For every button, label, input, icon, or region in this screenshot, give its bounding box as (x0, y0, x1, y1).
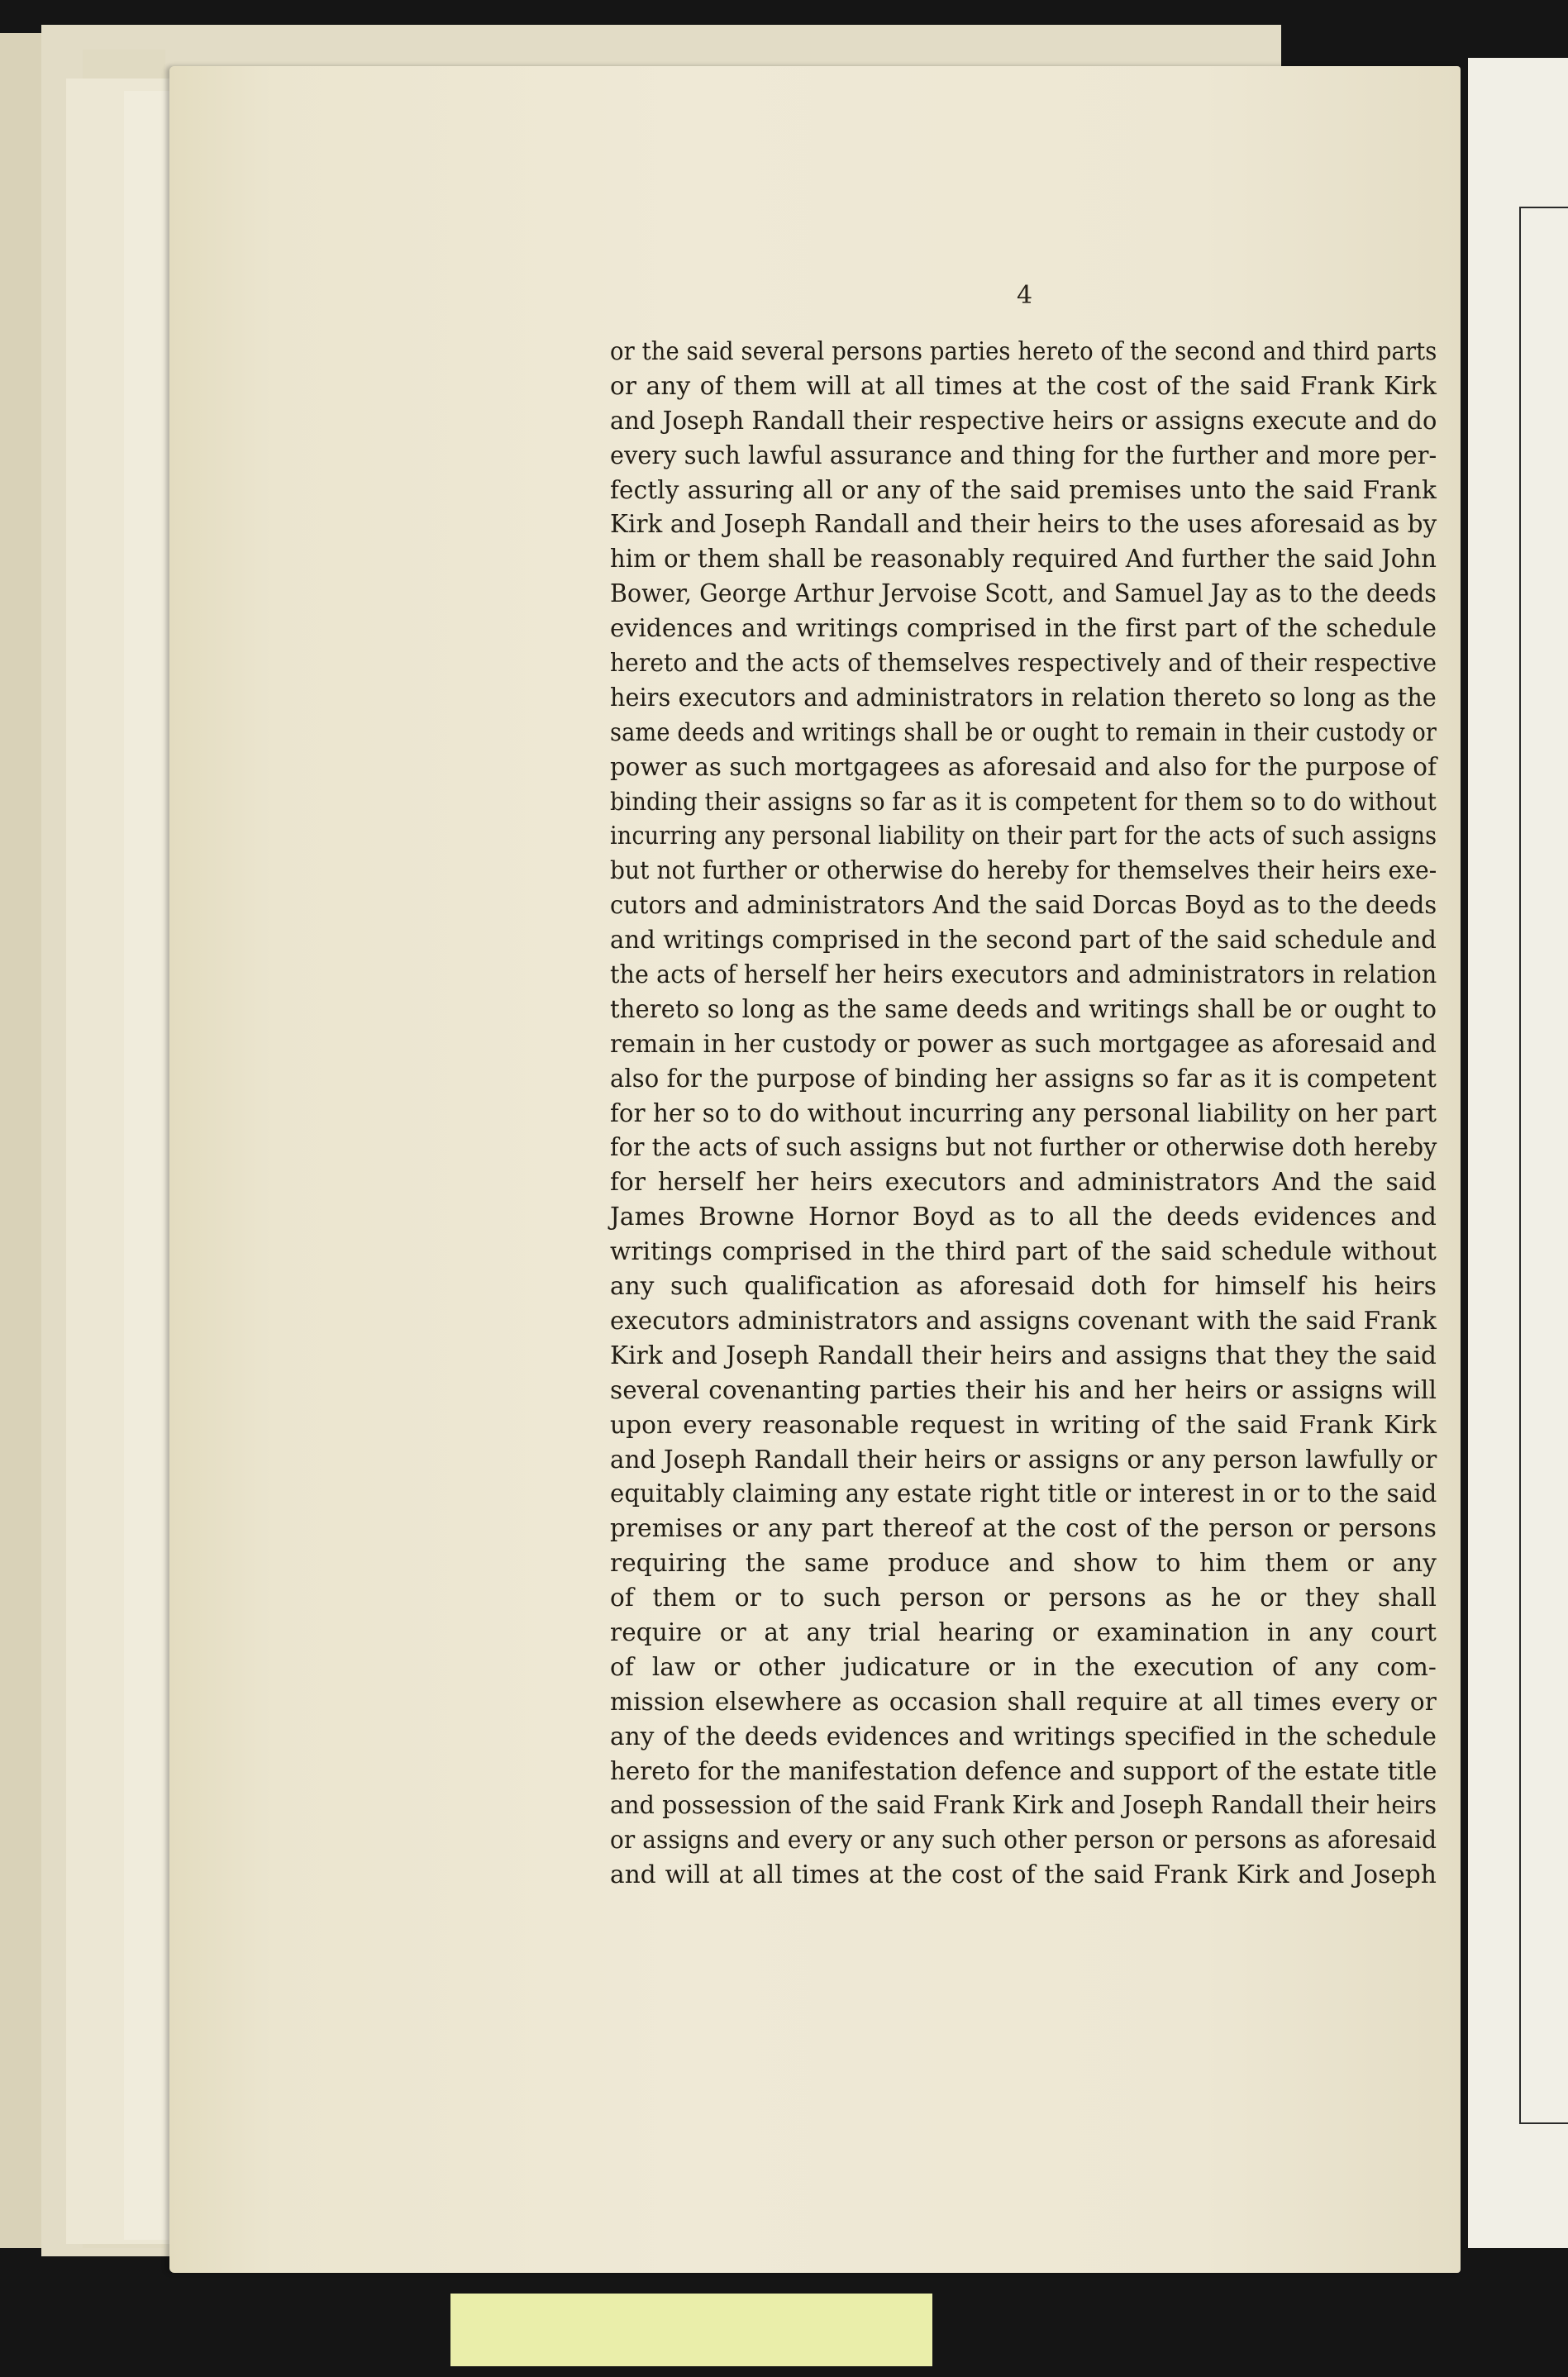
text-line: incurring any personal liability on their part for the acts of such assigns (610, 822, 1437, 850)
text-line: several covenanting parties their his and her heirs or assigns will (610, 1375, 1437, 1404)
document-body (610, 335, 1437, 1893)
text-line: hereto for the manifestation defence and support of the estate title (610, 1756, 1437, 1785)
text-line: equitably claiming any estate right title or interest in or to the said (610, 1479, 1437, 1508)
text-line: power as such mortgagees as aforesaid and also for the purpose of (610, 752, 1437, 781)
archive-tab (450, 2294, 932, 2366)
text-line: him or them shall be reasonably required And further the said John (610, 545, 1437, 574)
text-line: every such lawful assurance and thing for the further and more per- (610, 441, 1437, 469)
text-line: and possession of the said Frank Kirk and Joseph Randall their heirs (610, 1791, 1437, 1820)
text-line: heirs executors and administrators in relation thereto so long as the (610, 683, 1437, 712)
text-line: for her so to do without incurring any personal liability on her part (610, 1098, 1437, 1127)
text-line: require or at any trial hearing or examination in any court (610, 1617, 1437, 1646)
text-line: cutors and administrators And the said Dorcas Boyd as to the deeds (610, 891, 1437, 920)
adjacent-sheet-border (1519, 207, 1568, 2124)
text-line: fectly assuring all or any of the said premises unto the said Frank (610, 475, 1437, 504)
text-line: and Joseph Randall their respective heirs or assigns execute and do (610, 406, 1437, 435)
text-line: and will at all times at the cost of the said Frank Kirk and Joseph (610, 1860, 1437, 1889)
text-line: premises or any part thereof at the cost of the person or persons (610, 1514, 1437, 1543)
text-line: and Joseph Randall their heirs or assigns or any person lawfully or (610, 1445, 1437, 1474)
text-line: evidences and writings comprised in the first part of the schedule (610, 614, 1437, 643)
text-line: the acts of herself her heirs executors and administrators in relation (610, 960, 1437, 989)
text-line: of law or other judicature or in the execution of any com- (610, 1652, 1437, 1681)
page-number: 4 (1017, 281, 1033, 310)
text-line: Kirk and Joseph Randall and their heirs to the uses aforesaid as by (610, 510, 1437, 539)
text-line: and writings comprised in the second part of the said schedule and (610, 926, 1437, 955)
text-line: mission elsewhere as occasion shall require at all times every or (610, 1687, 1437, 1716)
text-line: James Browne Hornor Boyd as to all the deeds evidences and (610, 1203, 1437, 1231)
text-line: hereto and the acts of themselves respectively and of their respective (610, 649, 1437, 678)
text-line: upon every reasonable request in writing of the said Frank Kirk (610, 1410, 1437, 1439)
text-line: Kirk and Joseph Randall their heirs and assigns that they the said (610, 1341, 1437, 1370)
text-line: writings comprised in the third part of the said schedule without (610, 1237, 1437, 1266)
text-line: any of the deeds evidences and writings specified in the schedule (610, 1722, 1437, 1751)
text-line: also for the purpose of binding her assigns so far as it is competent (610, 1064, 1437, 1093)
text-line: remain in her custody or power as such mortgagee as aforesaid and (610, 1029, 1437, 1058)
text-line: but not further or otherwise do hereby for themselves their heirs exe- (610, 856, 1437, 885)
text-line: Bower, George Arthur Jervoise Scott, and Samuel Jay as to the deeds (610, 579, 1437, 608)
text-line: binding their assigns so far as it is competent for them so to do without (610, 787, 1437, 816)
text-line: or assigns and every or any such other person or persons as aforesaid (610, 1826, 1437, 1855)
text-line: any such qualification as aforesaid doth for himself his heirs (610, 1272, 1437, 1301)
text-line: same deeds and writings shall be or ought to remain in their custody or (610, 717, 1437, 746)
text-line: or any of them will at all times at the cost of the said Frank Kirk (610, 371, 1437, 400)
text-line: for the acts of such assigns but not further or otherwise doth hereby (610, 1133, 1437, 1162)
text-line: executors administrators and assigns covenant with the said Frank (610, 1306, 1437, 1335)
text-line: requiring the same produce and show to him them or any (610, 1549, 1437, 1578)
text-line: of them or to such person or persons as he or they shall (610, 1584, 1437, 1612)
text-line: thereto so long as the same deeds and writings shall be or ought to (610, 994, 1437, 1023)
text-line: for herself her heirs executors and administrators And the said (610, 1168, 1437, 1197)
text-line: or the said several persons parties hereto of the second and third parts (610, 337, 1437, 365)
